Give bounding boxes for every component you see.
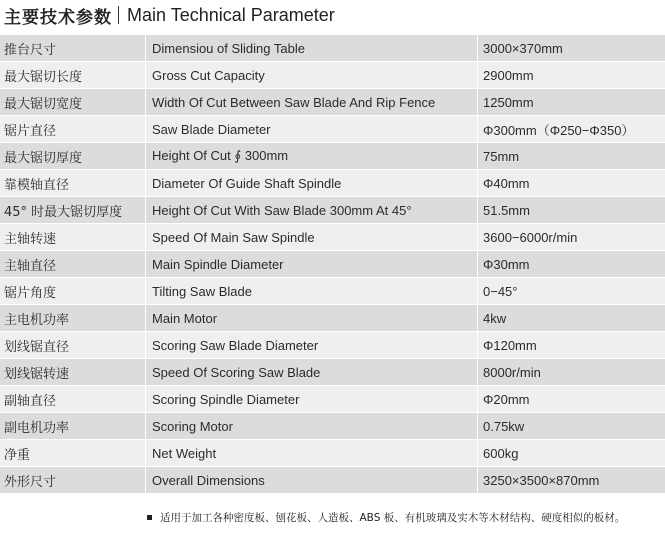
param-name-cn: 主电机功率 — [0, 305, 146, 332]
param-name-en: Diameter Of Guide Shaft Spindle — [146, 170, 478, 197]
param-name-cn: 最大锯切长度 — [0, 62, 146, 89]
param-value: Φ30mm — [478, 251, 665, 278]
table-row — [0, 35, 665, 62]
param-name-en: Width Of Cut Between Saw Blade And Rip Fence — [146, 89, 478, 116]
param-name-cn: 推台尺寸 — [0, 35, 146, 62]
param-value: Φ40mm — [478, 170, 665, 197]
param-name-cn: 划线锯直径 — [0, 332, 146, 359]
param-name-cn: 锯片角度 — [0, 278, 146, 305]
param-name-en: Tilting Saw Blade — [146, 278, 478, 305]
spec-table-body — [0, 35, 665, 494]
table-row — [0, 386, 665, 413]
table-row — [0, 278, 665, 305]
param-value: 75mm — [478, 143, 665, 170]
param-name-cn: 锯片直径 — [0, 116, 146, 143]
title-divider — [118, 6, 119, 24]
param-name-cn: 主轴转速 — [0, 224, 146, 251]
table-row — [0, 62, 665, 89]
param-value: 0.75kw — [478, 413, 665, 440]
title-english: Main Technical Parameter — [127, 4, 335, 25]
table-row — [0, 440, 665, 467]
param-name-en: Scoring Spindle Diameter — [146, 386, 478, 413]
param-value: 3000×370mm — [478, 35, 665, 62]
param-value: 0−45° — [478, 278, 665, 305]
param-name-en: Speed Of Main Saw Spindle — [146, 224, 478, 251]
param-value: 2900mm — [478, 62, 665, 89]
square-bullet-icon — [147, 515, 152, 520]
spec-table — [0, 35, 665, 494]
table-row — [0, 143, 665, 170]
param-value: Φ20mm — [478, 386, 665, 413]
param-name-cn: 外形尺寸 — [0, 467, 146, 494]
param-name-en: Height Of Cut With Saw Blade 300mm At 45° — [146, 197, 478, 224]
table-row — [0, 89, 665, 116]
table-row — [0, 116, 665, 143]
param-name-en: Scoring Motor — [146, 413, 478, 440]
param-name-en: Dimensiou of Sliding Table — [146, 35, 478, 62]
param-value: 3250×3500×870mm — [478, 467, 665, 494]
param-name-cn: 最大锯切宽度 — [0, 89, 146, 116]
param-value: 1250mm — [478, 89, 665, 116]
param-name-en: Overall Dimensions — [146, 467, 478, 494]
param-name-cn: 主轴直径 — [0, 251, 146, 278]
param-name-en: Gross Cut Capacity — [146, 62, 478, 89]
table-row — [0, 467, 665, 494]
footnote — [147, 510, 625, 525]
table-row — [0, 413, 665, 440]
page-title — [4, 2, 335, 28]
param-value: 51.5mm — [478, 197, 665, 224]
table-row — [0, 197, 665, 224]
param-name-cn: 最大锯切厚度 — [0, 143, 146, 170]
param-name-en: Net Weight — [146, 440, 478, 467]
param-name-cn: 副轴直径 — [0, 386, 146, 413]
table-row — [0, 305, 665, 332]
table-row — [0, 332, 665, 359]
param-name-en: Main Spindle Diameter — [146, 251, 478, 278]
param-name-cn: 副电机功率 — [0, 413, 146, 440]
table-row — [0, 251, 665, 278]
param-value: 600kg — [478, 440, 665, 467]
table-row — [0, 359, 665, 386]
param-name-cn: 靠模轴直径 — [0, 170, 146, 197]
table-row — [0, 224, 665, 251]
param-name-en: Scoring Saw Blade Diameter — [146, 332, 478, 359]
param-name-en: Height Of Cut ∮ 300mm — [146, 143, 478, 170]
param-name-cn: 45° 时最大锯切厚度 — [0, 197, 146, 224]
param-value: Φ300mm（Φ250−Φ350） — [478, 116, 665, 143]
param-name-cn: 划线锯转速 — [0, 359, 146, 386]
param-name-en: Main Motor — [146, 305, 478, 332]
param-name-en: Saw Blade Diameter — [146, 116, 478, 143]
param-name-cn: 净重 — [0, 440, 146, 467]
param-value: 3600−6000r/min — [478, 224, 665, 251]
param-name-en: Speed Of Scoring Saw Blade — [146, 359, 478, 386]
table-row — [0, 170, 665, 197]
param-value: 4kw — [478, 305, 665, 332]
param-value: Φ120mm — [478, 332, 665, 359]
param-value: 8000r/min — [478, 359, 665, 386]
footnote-text: 适用于加工各种密度板、刨花板、人造板、ABS 板、有机玻璃及实木等木材结构、硬度相似的板材。 — [160, 512, 626, 524]
title-chinese: 主要技术参数 — [4, 7, 112, 28]
